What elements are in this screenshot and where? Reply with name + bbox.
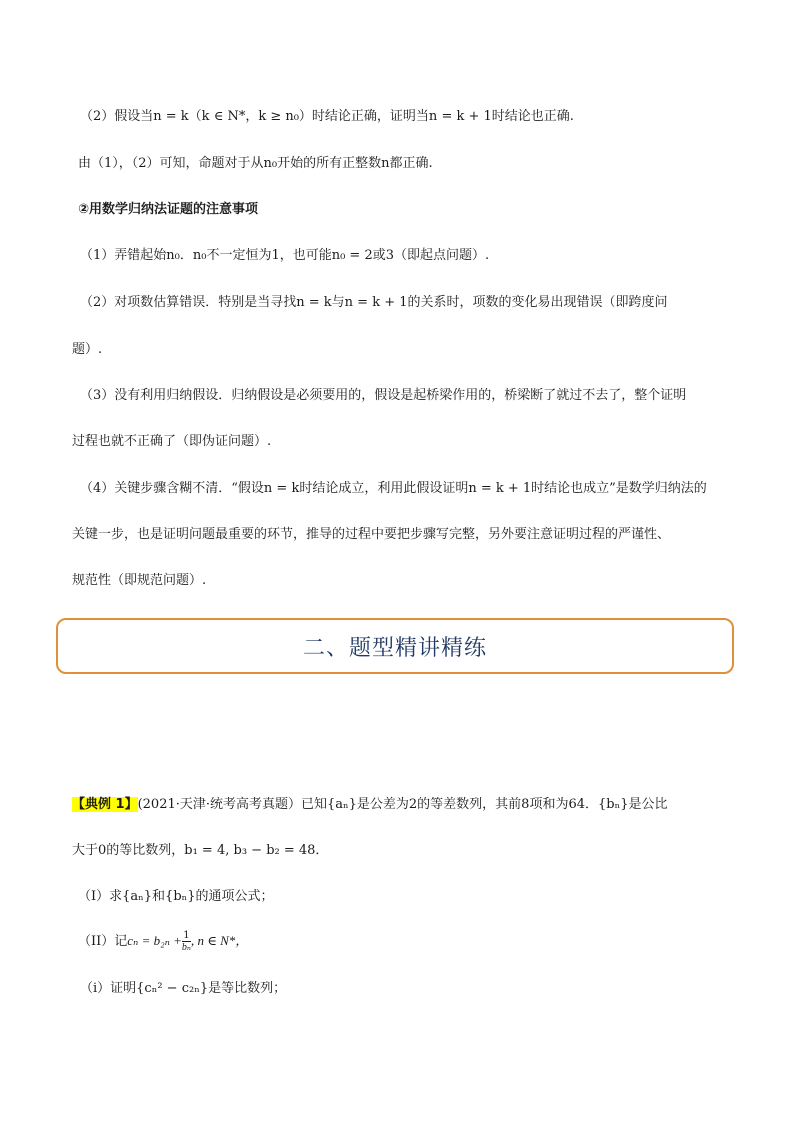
text-line-note-3a: （3）没有利用归纳假设．归纳假设是必须要用的，假设是起桥梁作用的，桥梁断了就过不去了，整个证明: [80, 388, 687, 403]
text-line-note-2b: 题）.: [72, 342, 103, 357]
example-source: (2021·天津·统考高考真题）已知{aₙ}是公差为2的等差数列，其前8项和为64．{bₙ}是公比: [137, 797, 668, 812]
example-question-2: [78, 930, 248, 953]
example-question-3: （i）证明{cₙ² − c₂ₙ}是等比数列；: [80, 981, 287, 996]
section-title: 二、题型精讲精练: [302, 635, 487, 661]
example-question-1: （I）求{aₙ}和{bₙ}的通项公式；: [78, 889, 274, 904]
section-header-box: [56, 618, 734, 674]
q2-fraction: [182, 930, 191, 953]
text-line-note-3b: 过程也就不正确了（即伪证问题）.: [72, 434, 272, 449]
text-line-note-2a: （2）对项数估算错误．特别是当寻找n = k与n = k + 1的关系时，项数的变化易出现错误（即跨度问: [80, 295, 668, 310]
text-line-note-4c: 规范性（即规范问题）.: [72, 573, 207, 588]
q2-frac-numerator: 1: [183, 930, 190, 941]
text-line-note-4a: （4）关键步骤含糊不清．“假设n = k时结论成立，利用此假设证明n = k + 1时结论也成立”是数学归纳法的: [80, 481, 707, 496]
text-line-conclusion: 由（1），（2）可知，命题对于从n₀开始的所有正整数n都正确.: [78, 156, 433, 171]
text-line-note-1: （1）弄错起始n₀．n₀不一定恒为1，也可能n₀ = 2或3（即起点问题）.: [80, 248, 490, 263]
q2-suffix: , n ∈ N*，: [190, 933, 249, 948]
text-line-note-4b: 关键一步，也是证明问题最重要的环节，推导的过程中要把步骤写完整，另外要注意证明过程的严谨性、: [72, 527, 671, 542]
example-tag: 【典例 1】: [72, 797, 138, 812]
q2-prefix: （II）记: [78, 934, 128, 949]
example-line-1: [72, 795, 668, 815]
subheading-notes: ②用数学归纳法证题的注意事项: [78, 202, 259, 217]
q2-frac-denominator: bₙ: [181, 942, 191, 953]
q2-expression: cₙ = b₂ₙ +: [127, 933, 182, 948]
example-line-2: 大于0的等比数列，b₁ = 4, b₃ − b₂ = 48．: [72, 843, 329, 858]
text-line-induction-step: （2）假设当n = k（k ∈ N*，k ≥ n₀）时结论正确，证明当n = k + 1时结论也正确.: [80, 109, 574, 124]
